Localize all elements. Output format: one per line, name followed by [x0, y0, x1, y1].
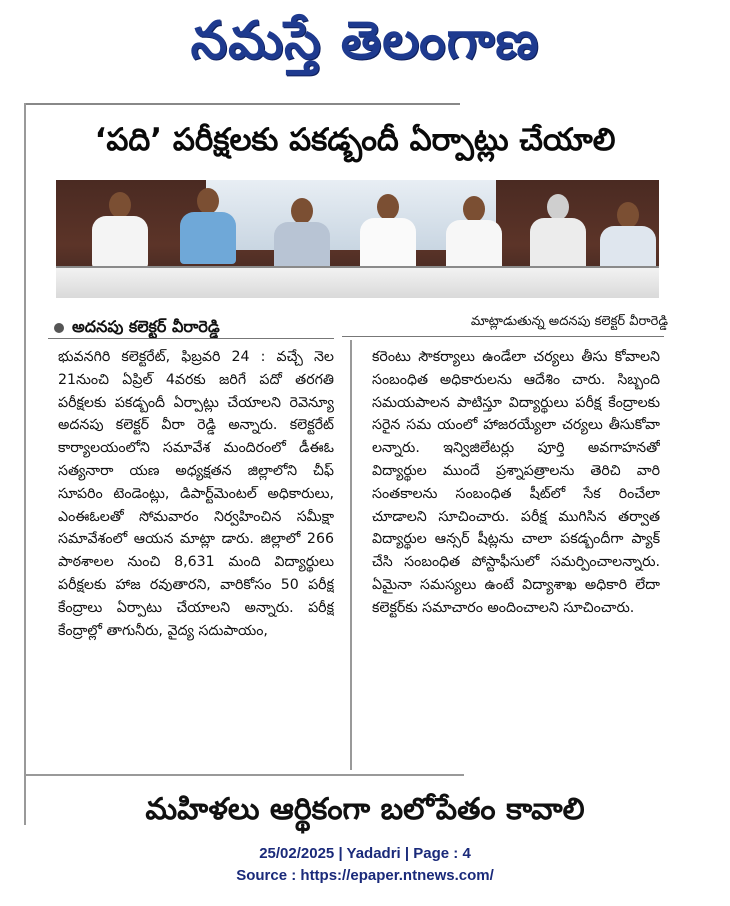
footer	[0, 843, 730, 887]
photo-person	[80, 192, 160, 272]
photo-person	[348, 194, 428, 274]
article-headline: ‘పది’ పరీక్షలకు పకడ్బందీ ఏర్పాట్లు చేయాలి	[94, 122, 616, 158]
photo-person	[168, 188, 248, 268]
article-column-2: కరెంటు సౌకర్యాలు ఉండేలా చర్యలు తీసు కోవాలని సంబంధిత అధికారులను ఆదేశిం చారు. సిబ్బంది సమయపాలన పాటిస్తూ విద్యార్థులు పరీక్ష కేంద్రాలకు సరైన సమ యంలో హాజరయ్యేలా చర్యలు తీసుకోవా లన్నారు. ఇన్విజిలేటర్లు పూర్తి అవగాహనతో విద్యార్థుల ముందే ప్రశ్నాపత్రాలను తెరిచి వారి సంతకాలను సంబంధిత షీట్‌లో సేక రించేలా చూడాలని సూచించారు. పరీక్ష ముగిసిన తర్వాత విద్యార్థుల ఆన్సర్ షీట్లను చాలా పకడ్బందీగా ప్యాక్ చేసి సంబంధిత పోస్టాఫీసులో సమర్పించాలన్నారు. ఏమైనా సమస్యలు ఉంటే విద్యాశాఖ అధికారి లేదా కలెక్టర్‌కు సమాచారం అందించాలని సూచించారు.	[372, 349, 660, 616]
article-photo	[56, 180, 659, 298]
photo-person	[518, 194, 598, 274]
footer-date-line: 25/02/2025 | Yadadri | Page : 4	[259, 845, 471, 862]
photo-caption-name: అదనపు కలెక్టర్ వీరారెడ్డి	[54, 312, 334, 342]
caption-underline	[48, 338, 334, 339]
masthead	[0, 6, 730, 76]
conference-table	[56, 266, 659, 298]
left-divider	[24, 103, 26, 825]
photo-person	[434, 196, 514, 276]
section-divider	[24, 774, 464, 776]
footer-source-line: Source : https://epaper.ntnews.com/	[236, 867, 494, 884]
top-divider	[24, 103, 460, 105]
bullet-icon	[54, 323, 64, 333]
next-article-headline: మహిళలు ఆర్థికంగా బలోపేతం కావాలి	[145, 792, 585, 827]
article-column-1: భువనగిరి కలెక్టరేట్, ఫిబ్రవరి 24 : వచ్చే నెల 21నుంచి ఏప్రిల్ 4వరకు జరిగే పదో తరగతి పరీక్షలకు పకడ్బందీ ఏర్పాట్లు చేయాలని రెవెన్యూ అదనపు కలెక్టర్ వీరా రెడ్డి అన్నారు. కలెక్టరేట్ కార్యాలయంలోని సమావేశ మందిరంలో డీఈఓ సత్యనారా యణ అధ్యక్షతన జిల్లాలోని చీఫ్ సూపరిం టెండెంట్లు, డిపార్ట్‌మెంటల్ అధికారులు, ఎంఈఓలతో సోమవారం నిర్వహించిన సమీక్షా సమావేశంలో ఆయన మాట్లా డారు. జిల్లాలో 266 పాఠశాలల నుంచి 8,631 మంది విద్యార్థులు పరీక్షలకు హాజ రవుతారని, వారికోసం 50 పరీక్ష కేంద్రాలు ఏర్పాటు చేయాలని అన్నారు. పరీక్ష కేంద్రాల్లో తాగునీరు, వైద్య సదుపాయం,	[58, 349, 334, 639]
caption-underline	[342, 336, 664, 337]
column-divider	[350, 340, 352, 770]
newspaper-title: నమస్తే తెలంగాణ	[190, 10, 540, 71]
photo-caption: మాట్లాడుతున్న అదనపు కలెక్టర్ వీరారెడ్డి	[470, 314, 668, 329]
